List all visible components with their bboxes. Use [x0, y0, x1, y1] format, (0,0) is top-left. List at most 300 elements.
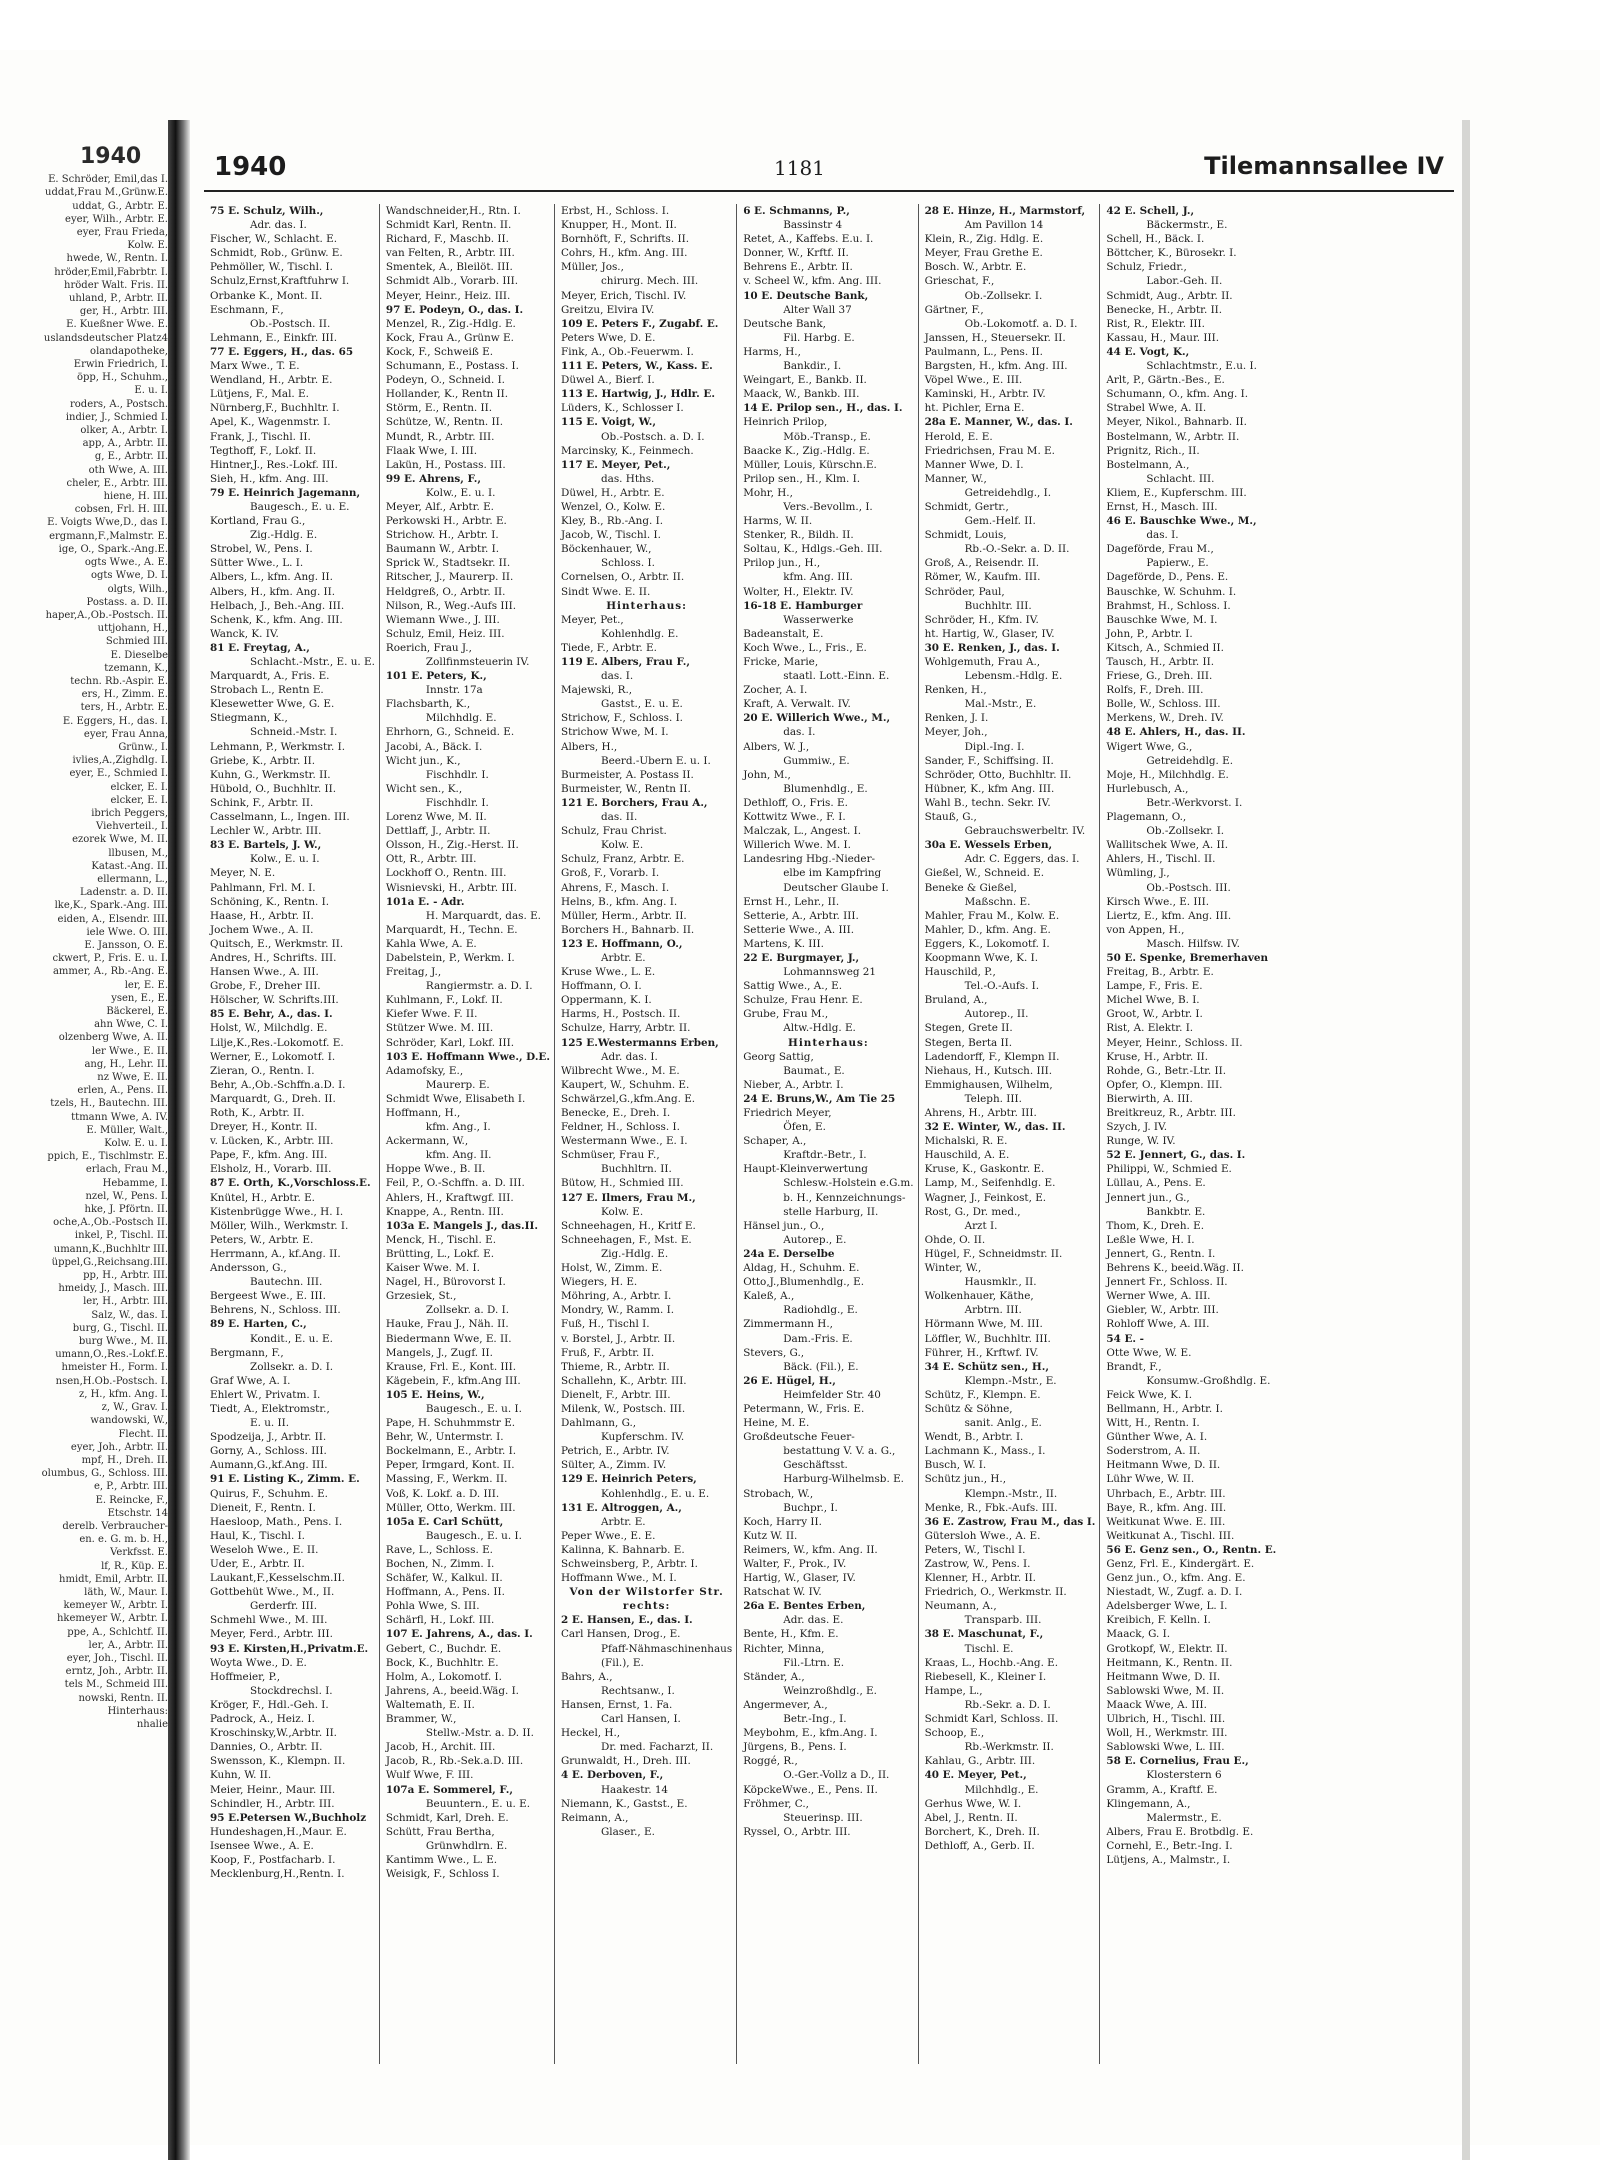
resident-entry: Adamofsky, E., [385, 1064, 464, 1077]
resident-entry: Padrock, A., Heiz. I. [210, 1713, 315, 1726]
resident-entry: Ehrhorn, G., Schneid. E. [385, 726, 515, 739]
resident-entry: Zieran, O., Rentn. I. [210, 1064, 315, 1077]
resident-entry: Andres, H., Schrifts. III. [210, 951, 337, 964]
house-number-entry: 6 E. Schmanns, P., [743, 205, 850, 217]
resident-entry: Ob.-Zollsekr. I. [1146, 825, 1225, 838]
resident-entry: das. II. [600, 811, 638, 824]
resident-entry: Buchpr., I. [783, 1501, 838, 1514]
resident-entry: Riebesell, K., Kleiner I. [924, 1670, 1047, 1683]
resident-entry: Wendland, H., Arbtr. E. [210, 374, 333, 387]
resident-entry: Jacobi, A., Bäck. I. [385, 740, 483, 753]
resident-entry: Transparb. III. [964, 1614, 1042, 1627]
resident-entry: Winter, W., [924, 1262, 982, 1275]
resident-entry: Soderstrom, A. II. [1106, 1445, 1201, 1458]
previous-page-line: ivlies,A.,Zighdlg. I. [72, 755, 168, 767]
resident-entry: Bostelmann, A., [1106, 458, 1190, 471]
resident-entry: Zig.-Hdlg. E. [250, 529, 318, 542]
resident-entry: Kahla Wwe, A. E. [385, 937, 477, 950]
resident-entry: Wandschneider,H., Rtn. I. [385, 205, 521, 217]
resident-entry: Setterie Wwe., A. III. [743, 923, 855, 936]
resident-entry: Witt, H., Rentn. I. [1106, 1417, 1200, 1430]
previous-page-line: techn. Rb.-Aspir. E. [70, 675, 168, 687]
resident-entry: Gerhus Wwe, W. I. [924, 1797, 1022, 1810]
resident-entry: Schenk, K., kfm. Ang. III. [210, 613, 343, 626]
resident-entry: Kuhn, W. II. [210, 1769, 272, 1782]
house-number-entry: 95 E.Petersen W.,Buchholz [210, 1811, 367, 1824]
resident-entry: Swensson, K., Klempn. II. [210, 1755, 346, 1768]
resident-entry: Stiegmann, K., [210, 712, 288, 725]
previous-page-line: nowski, Rentn. II. [78, 1692, 168, 1704]
resident-entry: Michel Wwe, B. I. [1106, 994, 1200, 1007]
resident-entry: Kliem, E., Kupferschm. III. [1106, 486, 1247, 499]
resident-entry: Schulz, Frau Christ. [560, 825, 667, 838]
resident-entry: Woyta Wwe., D. E. [210, 1656, 307, 1669]
previous-page-line: llbusen, M., [108, 847, 168, 859]
resident-entry: Sindt Wwe. E. II. [560, 585, 651, 598]
resident-entry: Schmidt, Louis, [924, 529, 1007, 542]
resident-entry: Roerich, Frau J., [385, 641, 472, 654]
resident-entry: Grobe, F., Dreher III. [210, 980, 321, 993]
resident-entry: Lamp, M., Seifenhdlg. E. [924, 1177, 1056, 1190]
resident-entry: Dahlmann, G., [560, 1417, 637, 1430]
resident-entry: Adr. das. E. [783, 1614, 844, 1627]
previous-page-line: eiden, A., Elsendr. III. [57, 913, 168, 925]
resident-entry: Gerderfr. III. [250, 1600, 318, 1613]
previous-page-line: ppich, E., Tischlmstr. E. [47, 1151, 168, 1163]
house-number-entry: 38 E. Maschunat, F., [924, 1628, 1044, 1641]
resident-entry: Müller, Louis, Kürschn.E. [743, 458, 877, 471]
resident-entry: Maack Wwe, A. III. [1106, 1698, 1207, 1711]
resident-entry: Pape, F., kfm. Ang. III. [210, 1149, 328, 1162]
resident-entry: Rechtsanw., I. [600, 1684, 675, 1697]
resident-entry: Schröder, Otto, Buchhltr. II. [924, 768, 1072, 781]
previous-page-line: E. Kueßner Wwe. E. [66, 319, 168, 331]
resident-entry: Meyer, Joh., [924, 726, 988, 739]
resident-entry: Weitkunat Wwe. E. III. [1106, 1515, 1226, 1528]
resident-entry: Erbst, H., Schloss. I. [560, 205, 670, 217]
resident-entry: v. Scheel W., kfm. Ang. III. [743, 275, 882, 288]
resident-entry: Wiemann Wwe., J. III. [385, 613, 500, 626]
resident-entry: Holst, W., Zimm. E. [560, 1262, 663, 1275]
resident-entry: Weitkunat A., Tischl. III. [1106, 1529, 1235, 1542]
resident-entry: Lockhoff O., Rentn. III. [385, 867, 507, 880]
previous-page-line: Salz, W., das. I. [91, 1309, 168, 1321]
resident-entry: Martens, K. III. [743, 937, 824, 950]
previous-page-line: burg Wwe., M. II. [78, 1336, 168, 1348]
previous-page-line: ger, H., Arbtr. III. [79, 306, 168, 318]
house-number-entry: 101a E. - Adr. [385, 895, 465, 908]
previous-page-line: Grünw., I. [118, 741, 168, 753]
resident-entry: Podeyn, O., Schneid. I. [385, 374, 505, 387]
resident-entry: Bornhöft, F., Schrifts. II. [560, 233, 689, 246]
resident-entry: Böttcher, K., Bürosekr. I. [1106, 247, 1237, 260]
resident-entry: O.-Ger.-Vollz a D., II. [783, 1769, 890, 1782]
house-number-entry: 93 E. Kirsten,H.,Privatm.E. [210, 1642, 369, 1655]
resident-entry: Carl Hansen, I. [600, 1713, 681, 1726]
resident-entry: Kraftdr.-Betr., I. [783, 1149, 867, 1162]
resident-entry: Manner Wwe, D. I. [924, 458, 1024, 471]
house-number-entry: 36 E. Zastrow, Frau M., das I. [924, 1515, 1096, 1528]
resident-entry: Haupt-Kleinverwertung [743, 1163, 868, 1176]
resident-entry: Sieh, H., kfm. Ang. III. [210, 472, 329, 485]
resident-entry: Masch. Hilfsw. IV. [1146, 937, 1240, 950]
resident-entry: Bente, H., Kfm. E. [743, 1628, 839, 1641]
resident-entry: das. I. [1146, 529, 1179, 542]
resident-entry: Jennert jun., G., [1106, 1191, 1190, 1204]
resident-entry: Wolter, H., Elektr. IV. [743, 585, 854, 598]
resident-entry: Kock, Frau A., Grünw E. [385, 331, 514, 344]
previous-page-line: app, A., Arbtr. II. [82, 438, 168, 450]
resident-entry: Jochem Wwe., A. II. [210, 923, 314, 936]
resident-entry: Michalski, R. E. [924, 1135, 1008, 1148]
resident-entry: Ob.-Postsch. II. [250, 317, 331, 330]
resident-entry: Stockdrechsl. I. [250, 1684, 333, 1697]
resident-entry: Rist, R., Elektr. III. [1106, 317, 1205, 330]
resident-entry: Renken, H., [924, 684, 987, 697]
previous-page-line: uttjohann, H., [97, 623, 168, 635]
resident-entry: Hansen, Ernst, 1. Fa. [560, 1698, 673, 1711]
resident-entry: Greitzu, Elvira IV. [560, 303, 655, 316]
previous-page-line: ler, H., Arbtr. III. [83, 1296, 168, 1308]
resident-entry: Wiegers, H. E. [560, 1276, 638, 1289]
resident-entry: Schmidt, Gertr., [924, 500, 1009, 513]
resident-entry: Klein, R., Zig. Hdlg. E. [924, 233, 1044, 246]
resident-entry: Koch, Harry II. [743, 1515, 822, 1528]
previous-page-line: nzel, W., Pens. I. [85, 1190, 168, 1202]
resident-entry: Busch, W. I. [924, 1459, 987, 1472]
resident-entry: kfm. Ang. II. [425, 1149, 492, 1162]
resident-entry: Groß, A., Reisendr. II. [924, 557, 1040, 570]
resident-entry: Dienelt, F., Arbtr. III. [560, 1388, 671, 1401]
resident-entry: Opfer, O., Klempn. III. [1106, 1078, 1223, 1091]
resident-entry: Uder, E., Arbtr. II. [210, 1558, 305, 1570]
resident-entry: Landesring Hbg.-Nieder- [743, 853, 876, 866]
resident-entry: Jahrens, A., beeid.Wäg. I. [385, 1684, 519, 1697]
resident-entry: Kahlau, G., Arbtr. III. [924, 1755, 1036, 1768]
resident-entry: Führer, H., Krftwf. IV. [924, 1346, 1039, 1359]
house-number-entry: 2 E. Hansen, E., das. I. [560, 1614, 693, 1627]
previous-page-line: nsen,H.Ob.-Postsch. I. [55, 1375, 168, 1387]
resident-entry: stelle Harburg, II. [783, 1205, 879, 1218]
page-number: 1181 [774, 156, 825, 180]
resident-entry: Koopmann Wwe, K. I. [924, 951, 1039, 964]
resident-entry: Albers, H., [560, 740, 618, 753]
resident-entry: Wallitschek Wwe, A. II. [1106, 839, 1229, 852]
resident-entry: Gastst., E. u. E. [600, 698, 683, 711]
resident-entry: Marquardt, A., Fris. E. [210, 670, 330, 683]
resident-entry: Strichow. H., Arbtr. I. [385, 529, 499, 542]
resident-entry: Möhring, A., Arbtr. I. [560, 1290, 672, 1303]
previous-page-line: E. Müller, Walt., [86, 1124, 168, 1136]
resident-entry: kfm. Ang. III. [783, 571, 853, 584]
resident-entry: Deutsche Bank, [743, 317, 826, 330]
resident-entry: Jacob, R., Rb.-Sek.a.D. III. [385, 1755, 524, 1768]
resident-entry: Reimann, A., [560, 1811, 629, 1824]
resident-entry: Meier, Heinr., Maur. III. [210, 1783, 336, 1796]
previous-page-line: uddat, G., Arbtr. E. [72, 200, 168, 212]
previous-page-line: ezorek Wwe, M. II. [72, 834, 168, 846]
resident-entry: Rost, G., Dr. med., [924, 1205, 1021, 1218]
resident-entry: Weingart, E., Bankb. II. [743, 374, 867, 387]
resident-entry: Schumann, O., kfm. Ang. I. [1106, 388, 1249, 401]
resident-entry: Elsholz, H., Vorarb. III. [210, 1163, 332, 1176]
house-number-entry: 28a E. Manner, W., das. I. [924, 416, 1073, 429]
resident-entry: Helbach, J., Beh.-Ang. III. [210, 599, 345, 612]
resident-entry: Bäck. (Fil.), E. [783, 1360, 859, 1373]
resident-entry: Bockelmann, E., Arbtr. I. [385, 1445, 517, 1458]
resident-entry: Gebert, C., Buchdr. E. [385, 1642, 502, 1655]
resident-entry: Altw.-Hdlg. E. [783, 1022, 856, 1035]
resident-entry: Kraas, L., Hochb.-Ang. E. [924, 1656, 1059, 1669]
previous-page-line: üppel,G.,Reichsang.III. [51, 1256, 168, 1268]
resident-entry: Schallehn, K., Arbtr. III. [560, 1374, 687, 1387]
resident-entry: Jennert, G., Rentn. I. [1106, 1247, 1216, 1260]
resident-entry: Ritscher, J., Maurerp. II. [385, 571, 514, 584]
resident-entry: Niestadt, W., Zugf. a. D. I. [1106, 1586, 1243, 1599]
resident-entry: John, P., Arbtr. I. [1106, 627, 1193, 640]
resident-entry: Pohla Wwe, S. III. [385, 1600, 480, 1613]
resident-entry: Peters, W., Tischl I. [924, 1543, 1026, 1556]
house-number-entry: 97 E. Podeyn, O., das. I. [385, 303, 524, 316]
resident-entry: Schütz, F., Klempn. E. [924, 1388, 1041, 1401]
resident-entry: Heinrich Prilop, [743, 416, 828, 429]
resident-entry: Schröder, Paul, [924, 585, 1005, 598]
resident-entry: kfm. Ang., I. [425, 1121, 491, 1134]
resident-entry: Maack, G. I. [1106, 1628, 1171, 1641]
resident-entry: Kolw., E. u. I. [250, 853, 320, 866]
previous-page-line: pp, H., Arbtr. III. [83, 1270, 168, 1282]
resident-entry: Betr.-Ing., I. [783, 1713, 847, 1726]
previous-page-line: z, W., Grav. I. [101, 1402, 168, 1414]
resident-entry: Peper Wwe., E. E. [560, 1529, 656, 1542]
resident-entry: Hauschild, A. E. [924, 1149, 1010, 1162]
resident-entry: Schmehl Wwe., M. III. [210, 1614, 328, 1627]
previous-page-line: ogts Wwe., A. E. [84, 557, 168, 569]
resident-entry: Manner, W., [924, 472, 987, 485]
house-number-entry: 22 E. Burgmayer, J., [743, 951, 860, 964]
previous-page-line: lke,K., Spark.-Ang. III. [54, 900, 168, 912]
resident-entry: Wahl B., techn. Sekr. IV. [924, 796, 1051, 809]
resident-entry: Ahlers, H., Tischl. II. [1106, 853, 1216, 866]
resident-entry: Am Pavillon 14 [964, 219, 1044, 232]
resident-entry: Feick Wwe, K. I. [1106, 1388, 1193, 1401]
resident-entry: Großdeutsche Feuer- [743, 1431, 855, 1444]
resident-entry: Gem.-Helf. II. [964, 515, 1036, 528]
house-number-entry: 131 E. Altroggen, A., [560, 1501, 682, 1514]
resident-entry: Bosch. W., Arbtr. E. [924, 261, 1027, 274]
resident-entry: Lühr Wwe, W. II. [1106, 1473, 1195, 1486]
resident-entry: Burmeister, W., Rentn II. [560, 782, 691, 795]
resident-entry: Friedrich, O., Werkmstr. II. [924, 1586, 1067, 1599]
resident-entry: Bäckermstr., E. [1146, 219, 1228, 232]
resident-entry: Schäfer, W., Kalkul. II. [385, 1572, 503, 1585]
resident-entry: Lehmann, P., Werkmstr. I. [210, 740, 346, 753]
resident-entry: van Felten, R., Arbtr. III. [385, 247, 515, 260]
resident-entry: Aumann,G.,kf.Ang. III. [210, 1459, 328, 1472]
resident-entry: Stenker, R., Bildh. II. [743, 529, 854, 542]
house-number-entry: 54 E. - [1106, 1332, 1144, 1345]
resident-entry: Tegthoff, F., Lokf. II. [210, 444, 317, 457]
resident-entry: Harms, H., [743, 345, 801, 358]
resident-entry: Sütter Wwe., L. I. [210, 557, 304, 570]
resident-entry: Mahler, D., kfm. Ang. E. [924, 923, 1051, 936]
resident-entry: Kley, B., Rb.-Ang. I. [560, 515, 664, 528]
resident-entry: Behr, A.,Ob.-Schffn.a.D. I. [210, 1078, 346, 1091]
resident-entry: Autorep., E. [783, 1233, 847, 1246]
resident-entry: Roth, K., Arbtr. II. [210, 1107, 305, 1119]
resident-entry: Ohde, O. II. [924, 1233, 986, 1246]
previous-page-line: hröder,Emil,Fabrbtr. I. [54, 266, 168, 278]
resident-entry: Lakün, H., Postass. III. [385, 458, 506, 471]
resident-entry: Georg Sattig, [743, 1050, 814, 1063]
previous-page-line: tels M., Schmeid III. [64, 1679, 168, 1691]
resident-entry: Jacob, H., Archit. III. [385, 1741, 496, 1754]
resident-entry: Müller, Herm., Arbtr. II. [560, 909, 687, 922]
resident-entry: Löffler, W., Buchhltr. III. [924, 1332, 1051, 1345]
previous-page-line: ters, H., Arbtr. E. [80, 702, 168, 714]
resident-entry: Weisigk, F., Schloss I. [385, 1868, 500, 1881]
page-edge [1462, 120, 1470, 2160]
resident-entry: Bochen, N., Zimm. I. [385, 1558, 495, 1570]
resident-entry: Stegen, Grete II. [924, 1022, 1013, 1035]
header-year: 1940 [214, 152, 287, 182]
resident-entry: Schütz jun., H., [924, 1473, 1007, 1486]
resident-entry: Schweinsberg, P., Arbtr. I. [560, 1558, 698, 1570]
resident-entry: Baumat., E. [783, 1064, 845, 1077]
resident-entry: Schütz & Söhne, [924, 1402, 1013, 1415]
previous-page-line: Etschstr. 14 [107, 1507, 168, 1519]
resident-entry: Reimers, W., kfm. Ang. II. [743, 1543, 878, 1556]
resident-entry: Haase, H., Arbtr. II. [210, 909, 314, 922]
previous-page-line: Viehverteil., I. [96, 821, 168, 833]
previous-page-line: ang, H., Lehr. II. [84, 1058, 168, 1070]
resident-entry: Sülter, A., Zimm. IV. [560, 1459, 667, 1472]
previous-page-fragment [0, 120, 168, 2160]
house-number-entry: 129 E. Heinrich Peters, [560, 1473, 697, 1486]
resident-entry: Graf Wwe, A. I. [210, 1374, 291, 1387]
resident-entry: Fil. Harbg. E. [783, 331, 855, 344]
directory-column [918, 204, 1100, 2064]
resident-entry: Richter, Minna, [743, 1642, 825, 1655]
resident-entry: Behrens, N., Schloss. III. [210, 1304, 341, 1317]
resident-entry: Strobel, W., Pens. I. [210, 543, 313, 556]
previous-page-line: haper,A.,Ob.-Postsch. II. [45, 609, 168, 621]
resident-entry: Schneid.-Mstr. I. [250, 726, 338, 739]
resident-entry: Nieber, A., Arbtr. I. [743, 1078, 844, 1091]
resident-entry: Flachsbarth, K., [385, 698, 471, 711]
house-number-entry: 14 E. Prilop sen., H., das. I. [743, 402, 903, 415]
resident-entry: Buchhltr. III. [964, 599, 1032, 612]
resident-entry: Kassau, H., Maur. III. [1106, 331, 1220, 344]
house-number-entry: 24 E. Bruns,W., Am Tie 25 [743, 1092, 896, 1105]
resident-entry: Nagel, H., Bürovorst I. [385, 1276, 506, 1289]
section-heading: Von der Wilstorfer Str. [569, 1586, 724, 1599]
resident-entry: Schmidt, Rob., Grünw. E. [210, 247, 343, 260]
resident-entry: Grzesiek, St., [385, 1290, 457, 1303]
resident-entry: Hintner,J., Res.-Lokf. III. [210, 458, 338, 471]
resident-entry: Bütow, H., Schmied III. [560, 1177, 684, 1190]
previous-page-line: roders, A., Postsch. [70, 398, 168, 410]
resident-entry: Werner, E., Lokomotf. I. [210, 1050, 336, 1063]
resident-entry: Kock, F., Schweiß E. [385, 345, 493, 358]
resident-entry: Donner, W., Krftf. II. [743, 247, 849, 260]
resident-entry: Knütel, H., Arbtr. E. [210, 1191, 315, 1204]
resident-entry: Lilje,K.,Res.-Lokomotf. E. [210, 1036, 344, 1049]
resident-entry: Niemann, K., Gastst., E. [560, 1797, 688, 1810]
resident-entry: Meyer, Frau Grethe E. [924, 247, 1043, 260]
house-number-entry: 28 E. Hinze, H., Marmstorf, [924, 205, 1086, 217]
resident-entry: Hörmann Wwe, M. III. [924, 1318, 1043, 1331]
resident-entry: Sablowski Wwe, L. III. [1106, 1741, 1225, 1754]
house-number-entry: 58 E. Cornelius, Frau E., [1106, 1755, 1249, 1768]
resident-entry: Kruse Wwe., L. E. [560, 966, 656, 979]
resident-entry: Schneehagen, H., Kritf E. [560, 1219, 696, 1232]
house-number-entry: 40 E. Meyer, Pet., [924, 1769, 1027, 1782]
resident-entry: Störm, E., Rentn. II. [385, 402, 493, 415]
resident-entry: Düwel A., Bierf. I. [560, 374, 655, 387]
resident-entry: Möller, Wilh., Werkmstr. I. [210, 1219, 349, 1232]
resident-entry: Mal.-Mstr., E. [964, 698, 1037, 711]
resident-entry: Wohlgemuth, Frau A., [924, 656, 1041, 668]
resident-entry: Schmidt, Karl, Dreh. E. [385, 1811, 509, 1824]
resident-entry: das. Hths. [600, 472, 655, 485]
resident-entry: Fuß, H., Tischl I. [560, 1318, 650, 1331]
resident-entry: Schlachtmstr., E.u. I. [1146, 360, 1257, 373]
resident-entry: Heitmann Wwe, D. II. [1106, 1459, 1221, 1472]
directory-page [190, 120, 1460, 2080]
previous-page-line: umann,K.,Buchhltr III. [53, 1243, 168, 1255]
resident-entry: Menzel, R., Zig.-Hdlg. E. [385, 317, 516, 330]
resident-entry: Rist, A. Elektr. I. [1106, 1022, 1194, 1035]
resident-entry: Strabel Wwe, A. II. [1106, 402, 1207, 415]
resident-entry: staatl. Lott.-Einn. E. [783, 670, 890, 683]
resident-entry: Schöning, K., Rentn. I. [210, 895, 330, 908]
previous-page-line: nhalie [136, 1718, 168, 1730]
house-number-entry: 34 E. Schütz sen., H., [924, 1360, 1049, 1373]
resident-entry: Albers, Frau E. Brotbdlg. E. [1106, 1825, 1254, 1838]
resident-entry: Ackermann, W., [385, 1135, 469, 1148]
resident-entry: Hollander, K., Rentn II. [385, 388, 509, 401]
resident-entry: Grube, Frau M., [743, 1008, 829, 1021]
resident-entry: Maack, W., Bankb. III. [743, 388, 860, 401]
resident-entry: Kitsch, A., Schmied II. [1106, 641, 1224, 654]
resident-entry: Breitkreuz, R., Arbtr. III. [1106, 1107, 1236, 1119]
resident-entry: Lechler W., Arbtr. III. [210, 825, 322, 838]
resident-entry: Ob.-Zollsekr. I. [964, 289, 1043, 302]
previous-page-line: ler, E. E. [124, 979, 168, 991]
resident-entry: Arbtr. E. [600, 951, 646, 964]
resident-entry: Gottbehüt Wwe., M., II. [210, 1586, 335, 1599]
resident-entry: Renken, J. I. [924, 712, 989, 725]
resident-entry: Baumann W., Arbtr. I. [385, 543, 500, 556]
resident-entry: Krause, Frl. E., Kont. III. [385, 1360, 517, 1373]
resident-entry: Meyer, N. E. [210, 867, 276, 880]
resident-entry: Schink, F., Arbtr. II. [210, 796, 314, 809]
resident-entry: Stegen, Berta II. [924, 1036, 1013, 1049]
resident-entry: Peters Wwe, D. E. [560, 331, 656, 344]
resident-entry: Marcinsky, K., Feinmech. [560, 444, 694, 457]
resident-entry: Prilop jun., H., [743, 557, 821, 570]
resident-entry: Haesloop, Math., Pens. I. [210, 1515, 343, 1528]
resident-entry: Hundeshagen,H.,Maur. E. [210, 1825, 347, 1838]
resident-entry: Knappe, A., Rentn. III. [385, 1205, 504, 1218]
house-number-entry: 105a E. Carl Schütt, [385, 1515, 504, 1528]
resident-entry: Cornelsen, O., Arbtr. II. [560, 571, 685, 584]
previous-page-line: eyer, E., Schmied I. [69, 768, 168, 780]
resident-entry: Zastrow, W., Pens. I. [924, 1558, 1031, 1570]
house-number-entry: 75 E. Schulz, Wilh., [210, 205, 324, 217]
house-number-entry: 20 E. Willerich Wwe., M., [743, 712, 891, 725]
